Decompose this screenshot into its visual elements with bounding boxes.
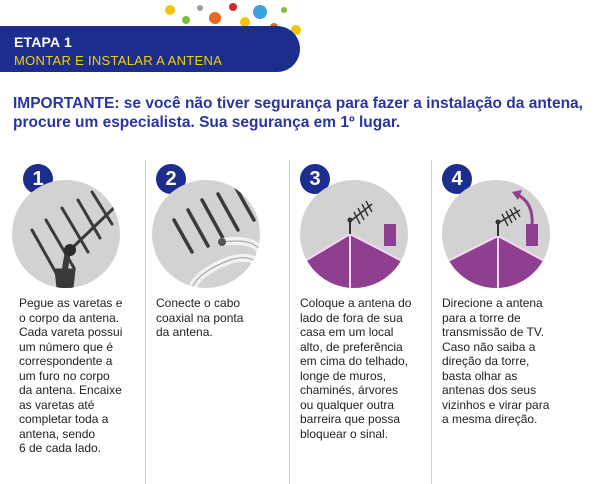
step-description: Direcione a antena para a torre de transmissão de TV. Caso não saiba a direção da torre, basta olhar as antenas dos seus vizinhos e virar para a mesma direção. xyxy=(442,296,550,426)
step-number-badge: 4 xyxy=(442,164,472,194)
step-card-2 xyxy=(145,160,288,484)
step-number-badge: 1 xyxy=(23,164,53,194)
step-banner xyxy=(0,26,300,72)
step-card-1 xyxy=(0,160,142,484)
step-number-badge: 2 xyxy=(156,164,186,194)
step-card-3 xyxy=(289,160,432,484)
step-number-badge: 3 xyxy=(300,164,330,194)
step-description: Conecte o cabo coaxial na ponta da antena. xyxy=(156,296,244,339)
antenna-rotate-icon xyxy=(442,180,550,288)
antenna-on-roof-icon xyxy=(300,180,408,288)
coax-cable-icon xyxy=(152,180,260,288)
important-notice: IMPORTANTE: se você não tiver segurança para fazer a instalação da antena, procure um especialista. Sua segurança em 1º lugar. xyxy=(13,95,583,131)
step-subtitle: MONTAR E INSTALAR A ANTENA xyxy=(14,53,223,68)
step-card-4 xyxy=(431,160,574,484)
step-title: ETAPA 1 xyxy=(14,34,72,50)
antenna-closeup-icon xyxy=(12,180,120,288)
step-description: Coloque a antena do lado de fora de sua casa em um local alto, de preferência em cima do telhado, longe de muros, chaminés, árvores ou qualquer outra barreira que possa bloquear o sinal. xyxy=(300,296,412,441)
step-description: Pegue as varetas e o corpo da antena. Cada vareta possui um número que é correspondente a um furo no corpo da antena. Encaixe as varetas até completar toda a antena, sendo 6 de cada lado. xyxy=(19,296,123,455)
